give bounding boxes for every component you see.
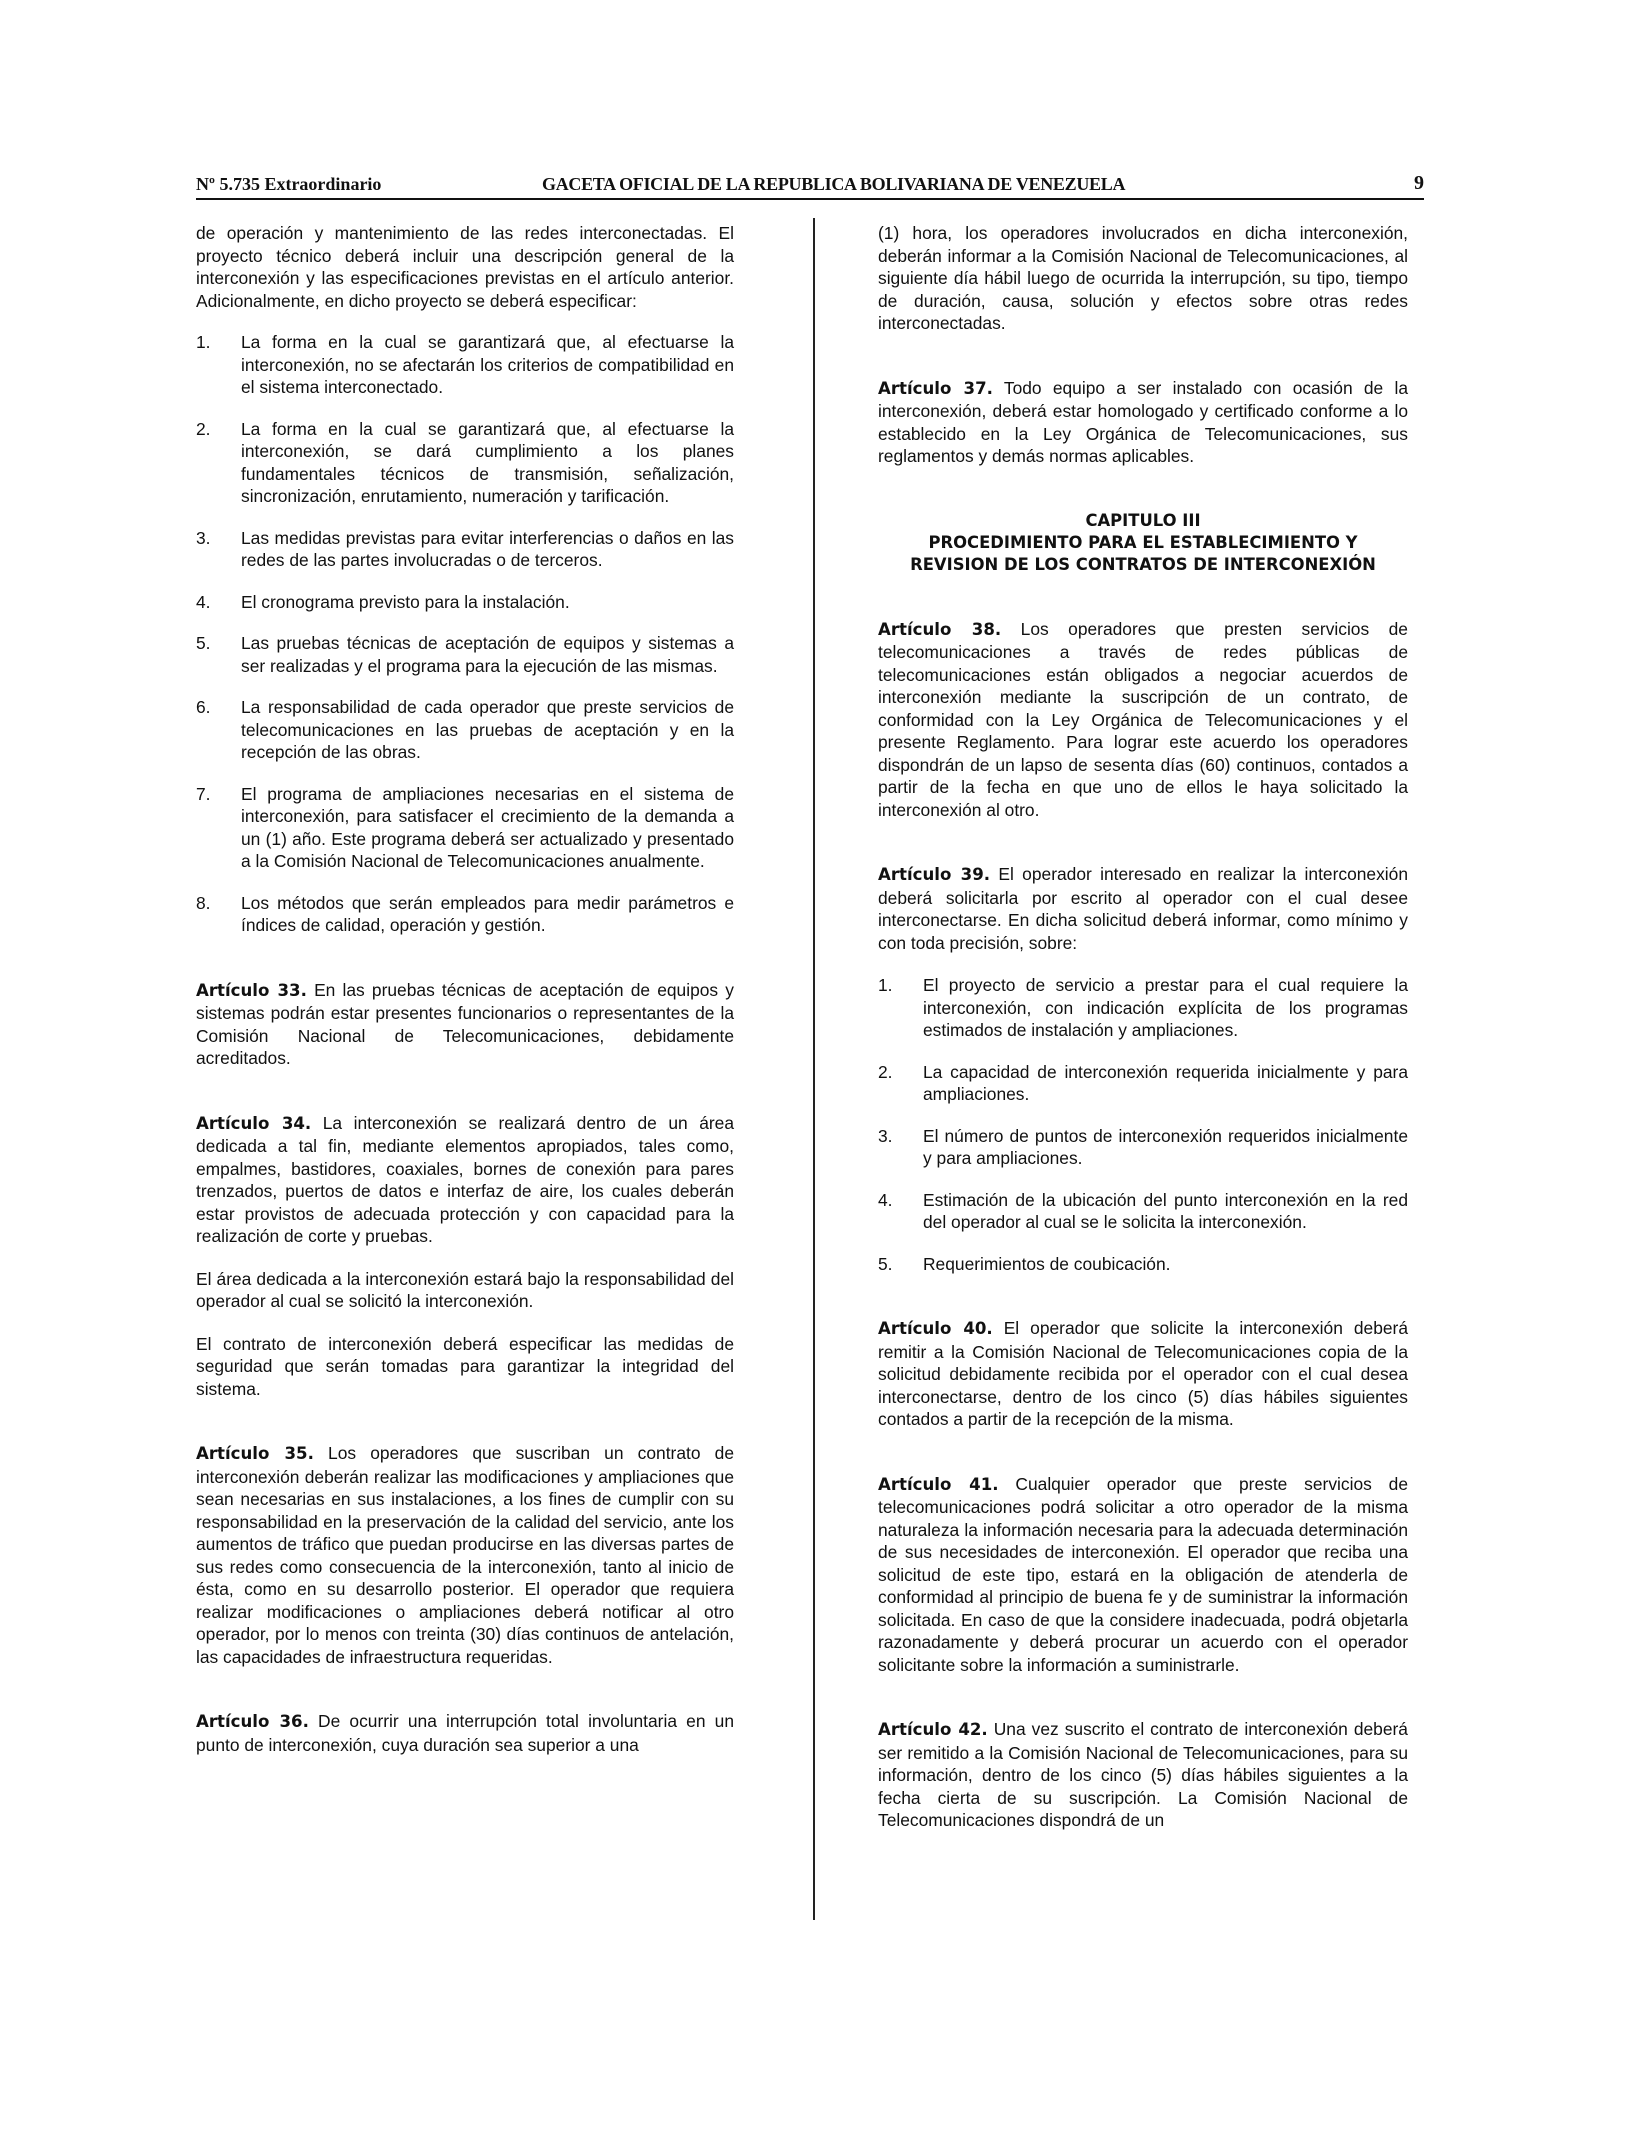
column-divider — [813, 218, 815, 1920]
list-item — [196, 783, 734, 873]
list-item — [878, 1253, 1408, 1276]
article-37 — [878, 377, 1408, 468]
article-38-title: Artículo 38. — [878, 619, 1002, 639]
technical-project-list — [196, 331, 734, 937]
list-number: 1. — [878, 975, 893, 995]
article-36-text: De ocurrir una interrupción total involuntaria en un punto de interconexión, cuya duración sea superior a una — [196, 1711, 735, 1755]
list-text: El proyecto de servicio a prestar para el cual requiere la interconexión, con indicación explícita de los programas estimados de instalación y ampliaciones. — [923, 975, 1408, 1040]
article-39 — [878, 863, 1408, 954]
page-header — [196, 172, 1424, 200]
article-39-title: Artículo 39. — [878, 865, 991, 884]
list-item — [196, 892, 734, 937]
article-40-title: Artículo 40. — [878, 1319, 993, 1338]
list-text: El programa de ampliaciones necesarias en el sistema de interconexión, para satisfacer el crecimiento de la demanda a un (1) año. Este programa deberá ser actualizado y presentado a la Comisión Nacional de Telecomunicaciones anualmente. — [241, 783, 734, 871]
article-40-text: El operador que solicite la interconexión deberá remitir a la Comisión Nacional de Telecomunicaciones copia de la solicitud debidamente recibida por el operador con el cual desea interconectarse, dentro de los cinco (5) días hábiles siguientes contados a partir de la recepción de la misma. — [878, 1318, 1408, 1429]
list-item — [196, 331, 734, 399]
list-text: El número de puntos de interconexión requeridos inicialmente y para ampliaciones. — [923, 1125, 1408, 1168]
list-text: Requerimientos de coubicación. — [923, 1253, 1171, 1274]
article-34-paragraph-2: El área dedicada a la interconexión estará bajo la responsabilidad del operador al cual se solicitó la interconexión. — [196, 1268, 734, 1311]
intro-paragraph: de operación y mantenimiento de las redes interconectadas. El proyecto técnico deberá incluir una descripción general de la interconexión y las especificaciones previstas en el artículo anterior. Adicionalmente, en dicho proyecto se deberá especificar: — [196, 223, 734, 311]
chapter-title-line-2: REVISION DE LOS CONTRATOS DE INTERCONEXIÓN — [910, 554, 1376, 574]
article-35-title: Artículo 35. — [196, 1444, 314, 1463]
issue-number: Nº 5.735 Extraordinario — [196, 174, 382, 194]
list-item — [878, 1189, 1408, 1234]
list-text: El cronograma previsto para la instalación. — [241, 591, 570, 612]
article-36-continuation: (1) hora, los operadores involucrados en dicha interconexión, deberán informar a la Comisión Nacional de Telecomunicaciones, al siguiente día hábil luego de ocurrida la interrupción, su tipo, tiempo de duración, causa, solución y efectos sobre otras redes interconectadas. — [878, 223, 1408, 333]
left-column — [196, 222, 734, 1756]
list-item — [196, 632, 734, 677]
article-36 — [196, 1710, 734, 1756]
list-item — [878, 1125, 1408, 1170]
list-text: Los métodos que serán empleados para medir parámetros e índices de calidad, operación y gestión. — [241, 892, 734, 935]
list-number: 1. — [196, 332, 211, 352]
article-41-text: Cualquier operador que preste servicios de telecomunicaciones podrá solicitar a otro operador de la misma naturaleza la información necesaria para la adecuada determinación de sus necesidades de interconexión. El operador que reciba una solicitud de este tipo, estará en la obligación de atenderla de conformidad al principio de buena fe y de suministrar la información solicitada. En caso de que la considere inadecuada, podrá objetarla razonadamente y deberá procurar un acuerdo con el operador solicitante sobre la información a suministrarle. — [878, 1473, 1408, 1675]
article-37-title: Artículo 37. — [878, 378, 993, 398]
article-34-title: Artículo 34. — [196, 1113, 312, 1133]
article-34-text: La interconexión se realizará dentro de un área dedicada a tal fin, mediante elementos apropiados, tales como, empalmes, bastidores, coaxiales, bornes de conexión para pares trenzados, puertos de datos e interfaz de aire, los cuales deberán estar provistos de adecuada protección y con capacidad para la realización de corte y pruebas. — [196, 1112, 734, 1246]
chapter-number: CAPITULO III — [1085, 510, 1201, 530]
list-number: 3. — [878, 1125, 893, 1146]
request-requirements-list — [878, 974, 1408, 1275]
page-number: 9 — [1414, 172, 1424, 194]
article-41 — [878, 1473, 1408, 1677]
article-35 — [196, 1442, 734, 1668]
list-item — [878, 974, 1408, 1042]
article-37-text: Todo equipo a ser instalado con ocasión de la interconexión, deberá estar homologado y certificado conforme a lo establecido en la Ley Orgánica de Telecomunicaciones, sus reglamentos y demás normas aplicables. — [878, 377, 1408, 466]
list-number: 2. — [878, 1061, 893, 1082]
article-41-title: Artículo 41. — [878, 1474, 999, 1494]
article-42-text: Una vez suscrito el contrato de interconexión deberá ser remitido a la Comisión Nacional de Telecomunicaciones, para su información, dentro de los cinco (5) días hábiles siguientes a la fecha cierta de su suscripción. La Comisión Nacional de Telecomunicaciones dispondrá de un — [878, 1719, 1408, 1830]
article-38 — [878, 618, 1408, 822]
article-34-paragraph-3: El contrato de interconexión deberá especificar las medidas de seguridad que serán tomadas para garantizar la integridad del sistema. — [196, 1333, 734, 1399]
article-33-title: Artículo 33. — [196, 980, 307, 1000]
article-39-text: El operador interesado en realizar la interconexión deberá solicitarla por escrito al operador con el cual desee interconectarse. En dicha solicitud deberá informar, como mínimo y con toda precisión, sobre: — [878, 864, 1408, 953]
list-text: La responsabilidad de cada operador que preste servicios de telecomunicaciones en las pruebas de aceptación y en la recepción de las obras. — [241, 697, 734, 762]
list-item — [196, 527, 734, 572]
list-text: La forma en la cual se garantizará que, al efectuarse la interconexión, se dará cumplimiento a los planes fundamentales técnicos de transmisión, señalización, sincronización, enrutamiento, numeración y tarificación. — [241, 418, 734, 506]
list-number: 3. — [196, 527, 211, 548]
article-38-text: Los operadores que presten servicios de telecomunicaciones a través de redes públicas de telecomunicaciones están obligados a negociar acuerdos de interconexión mediante la suscripción de un contrato, de conformidad con la Ley Orgánica de Telecomunicaciones y el presente Reglamento. Para lograr este acuerdo los operadores dispondrán de un lapso de sesenta días (60) continuos, contados a partir de la fecha en que uno de ellos le haya solicitado la interconexión al otro. — [878, 618, 1408, 820]
list-text: La forma en la cual se garantizará que, al efectuarse la interconexión, no se afectarán los criterios de compatibilidad en el sistema interconectado. — [241, 332, 734, 397]
list-number: 6. — [196, 697, 211, 717]
right-column — [878, 222, 1408, 1832]
list-item — [196, 696, 734, 764]
chapter-title-line-1: PROCEDIMIENTO PARA EL ESTABLECIMIENTO Y — [928, 532, 1358, 552]
list-text: Las pruebas técnicas de aceptación de equipos y sistemas a ser realizadas y el programa para la ejecución de las mismas. — [241, 633, 734, 676]
list-text: La capacidad de interconexión requerida inicialmente y para ampliaciones. — [923, 1061, 1408, 1104]
article-40 — [878, 1317, 1408, 1431]
list-item — [196, 591, 734, 614]
article-35-text: Los operadores que suscriban un contrato de interconexión deberán realizar las modificaciones y ampliaciones que sean necesarias en sus instalaciones, a los fines de cumplir con su responsabilidad en la preservación de la calidad del servicio, ante los aumentos de tráfico que puedan producirse en las diversas partes de sus redes como consecuencia de la interconexión, tanto al inicio de ésta, como en su desarrollo posterior. El operador que requiera realizar modificaciones o ampliaciones deberá notificar al otro operador, por lo menos con treinta (30) días continuos de antelación, las capacidades de infraestructura requeridas. — [196, 1443, 734, 1667]
list-number: 5. — [196, 633, 211, 653]
list-number: 2. — [196, 418, 211, 439]
list-text: Estimación de la ubicación del punto interconexión en la red del operador al cual se le solicita la interconexión. — [923, 1189, 1408, 1232]
list-number: 4. — [878, 1189, 893, 1210]
list-item — [196, 418, 734, 508]
list-number: 7. — [196, 783, 211, 804]
article-36-title: Artículo 36. — [196, 1712, 309, 1731]
list-number: 4. — [196, 591, 211, 612]
publication-title: GACETA OFICIAL DE LA REPUBLICA BOLIVARIANA DE VENEZUELA — [542, 174, 1126, 194]
article-42-title: Artículo 42. — [878, 1720, 988, 1739]
article-42 — [878, 1718, 1408, 1832]
article-34 — [196, 1112, 734, 1248]
list-text: Las medidas previstas para evitar interferencias o daños en las redes de las partes involucradas o de terceros. — [241, 527, 734, 570]
list-item — [878, 1061, 1408, 1106]
article-33-text: En las pruebas técnicas de aceptación de equipos y sistemas podrán estar presentes funcionarios o representantes de la Comisión Nacional de Telecomunicaciones, debidamente acreditados. — [196, 979, 734, 1068]
list-number: 8. — [196, 892, 211, 913]
list-number: 5. — [878, 1253, 893, 1274]
chapter-heading — [878, 510, 1408, 576]
article-33 — [196, 979, 734, 1070]
